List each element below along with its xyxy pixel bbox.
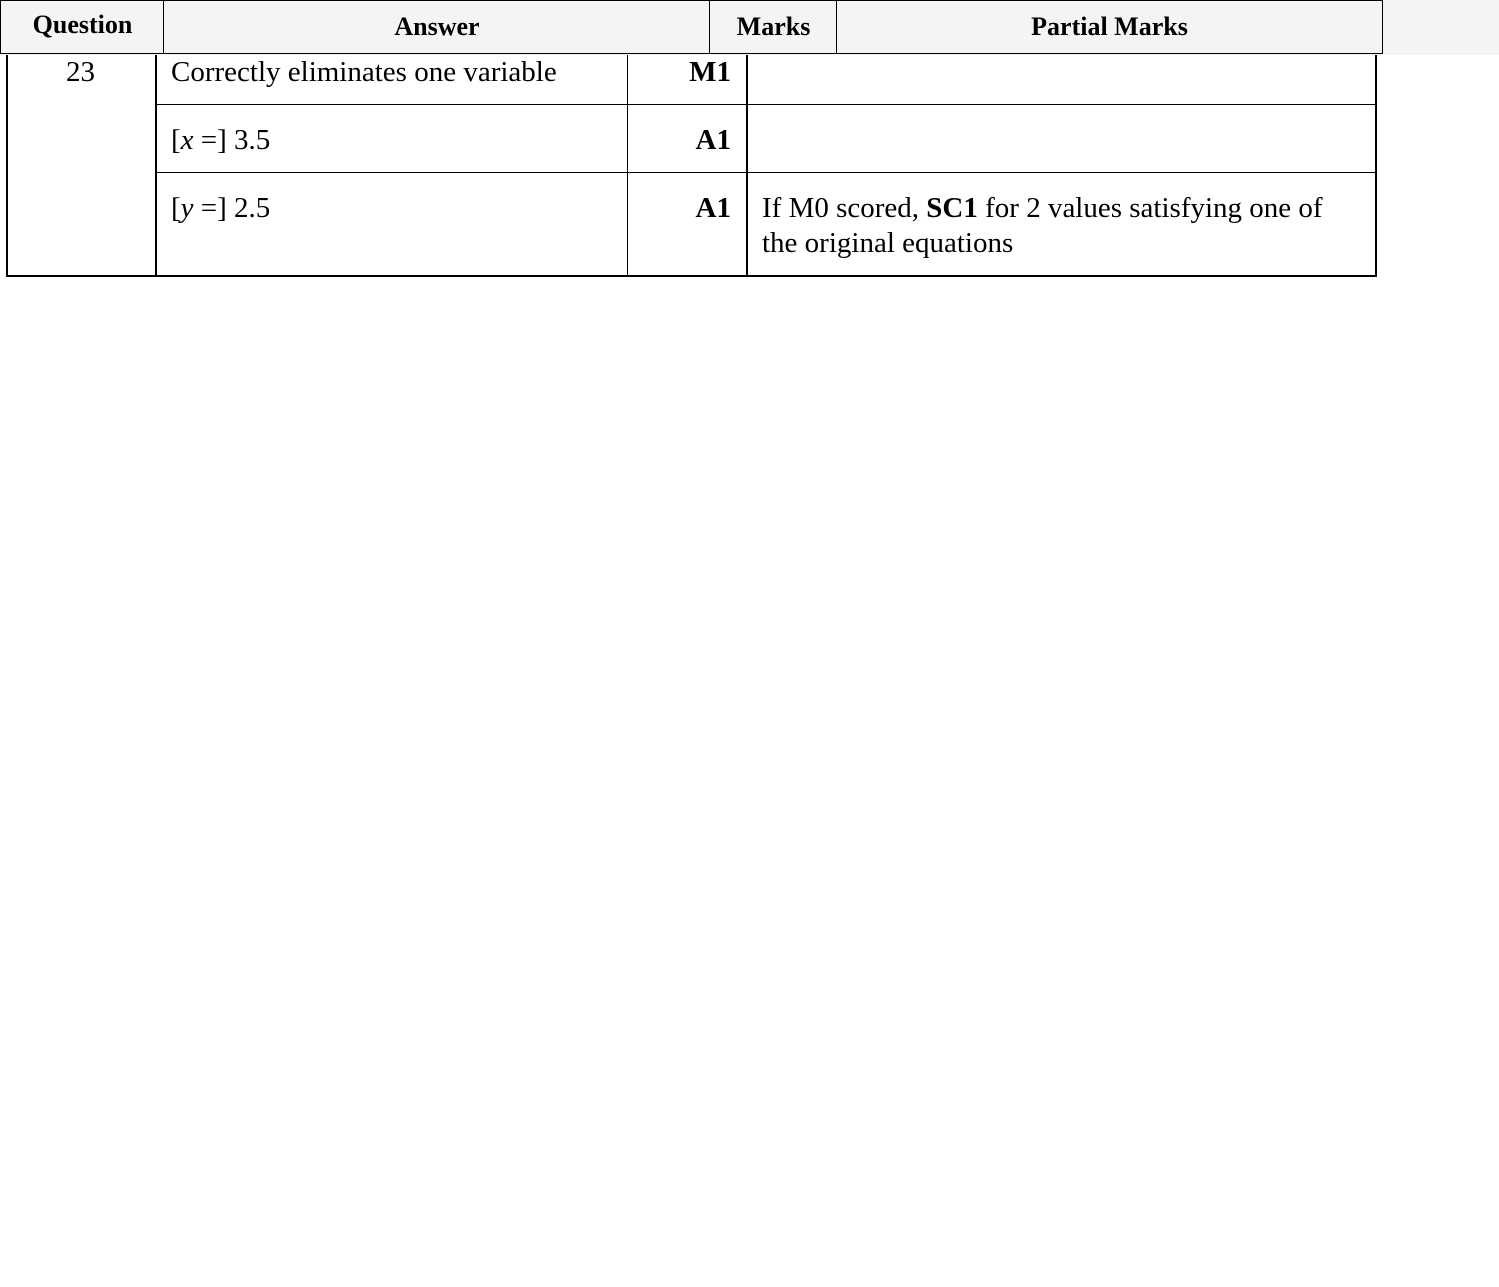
row-divider-1 (156, 104, 1376, 105)
table-border-right (1375, 55, 1377, 277)
partial-row-3-detail: for 2 values satisfying one of the original equations (762, 192, 1323, 259)
column-divider-marks (746, 55, 748, 277)
answer-row-1: Correctly eliminates one variable (171, 56, 557, 88)
table-border-left (6, 55, 8, 277)
header-marks (709, 0, 838, 54)
header-partial-label: Partial Marks (1031, 12, 1188, 41)
answer-row-3-value: =] 2.5 (193, 192, 271, 224)
header-answer (163, 0, 711, 54)
partial-row-3-special-case: SC1 (926, 192, 978, 224)
answer-row-2-value: =] 3.5 (193, 124, 271, 156)
partial-marks-row-3 (762, 191, 1362, 261)
column-divider-question (155, 55, 157, 277)
question-number: 23 (66, 56, 95, 88)
mark-row-3: A1 (695, 192, 731, 224)
header-marks-label: Marks (736, 12, 811, 41)
answer-row-3-prefix: [ (171, 192, 181, 224)
answer-row-2-variable: x (180, 124, 194, 156)
column-divider-answer (627, 55, 628, 277)
mark-row-2: A1 (695, 124, 731, 156)
answer-row-3 (171, 191, 270, 226)
row-divider-2 (156, 172, 1376, 173)
mark-scheme-table (6, 55, 1377, 277)
header-question-label: Question (32, 10, 133, 39)
answer-row-3-variable: y (180, 192, 194, 224)
partial-row-3-lead: If M0 scored, (762, 192, 927, 224)
mark-row-1: M1 (689, 56, 731, 88)
header-answer-label: Answer (394, 12, 480, 41)
header-partial-marks (836, 0, 1383, 54)
table-header (0, 0, 1499, 55)
answer-row-2 (171, 123, 270, 158)
table-border-bottom (6, 275, 1377, 277)
header-question (0, 0, 165, 54)
answer-row-2-prefix: [ (171, 124, 181, 156)
